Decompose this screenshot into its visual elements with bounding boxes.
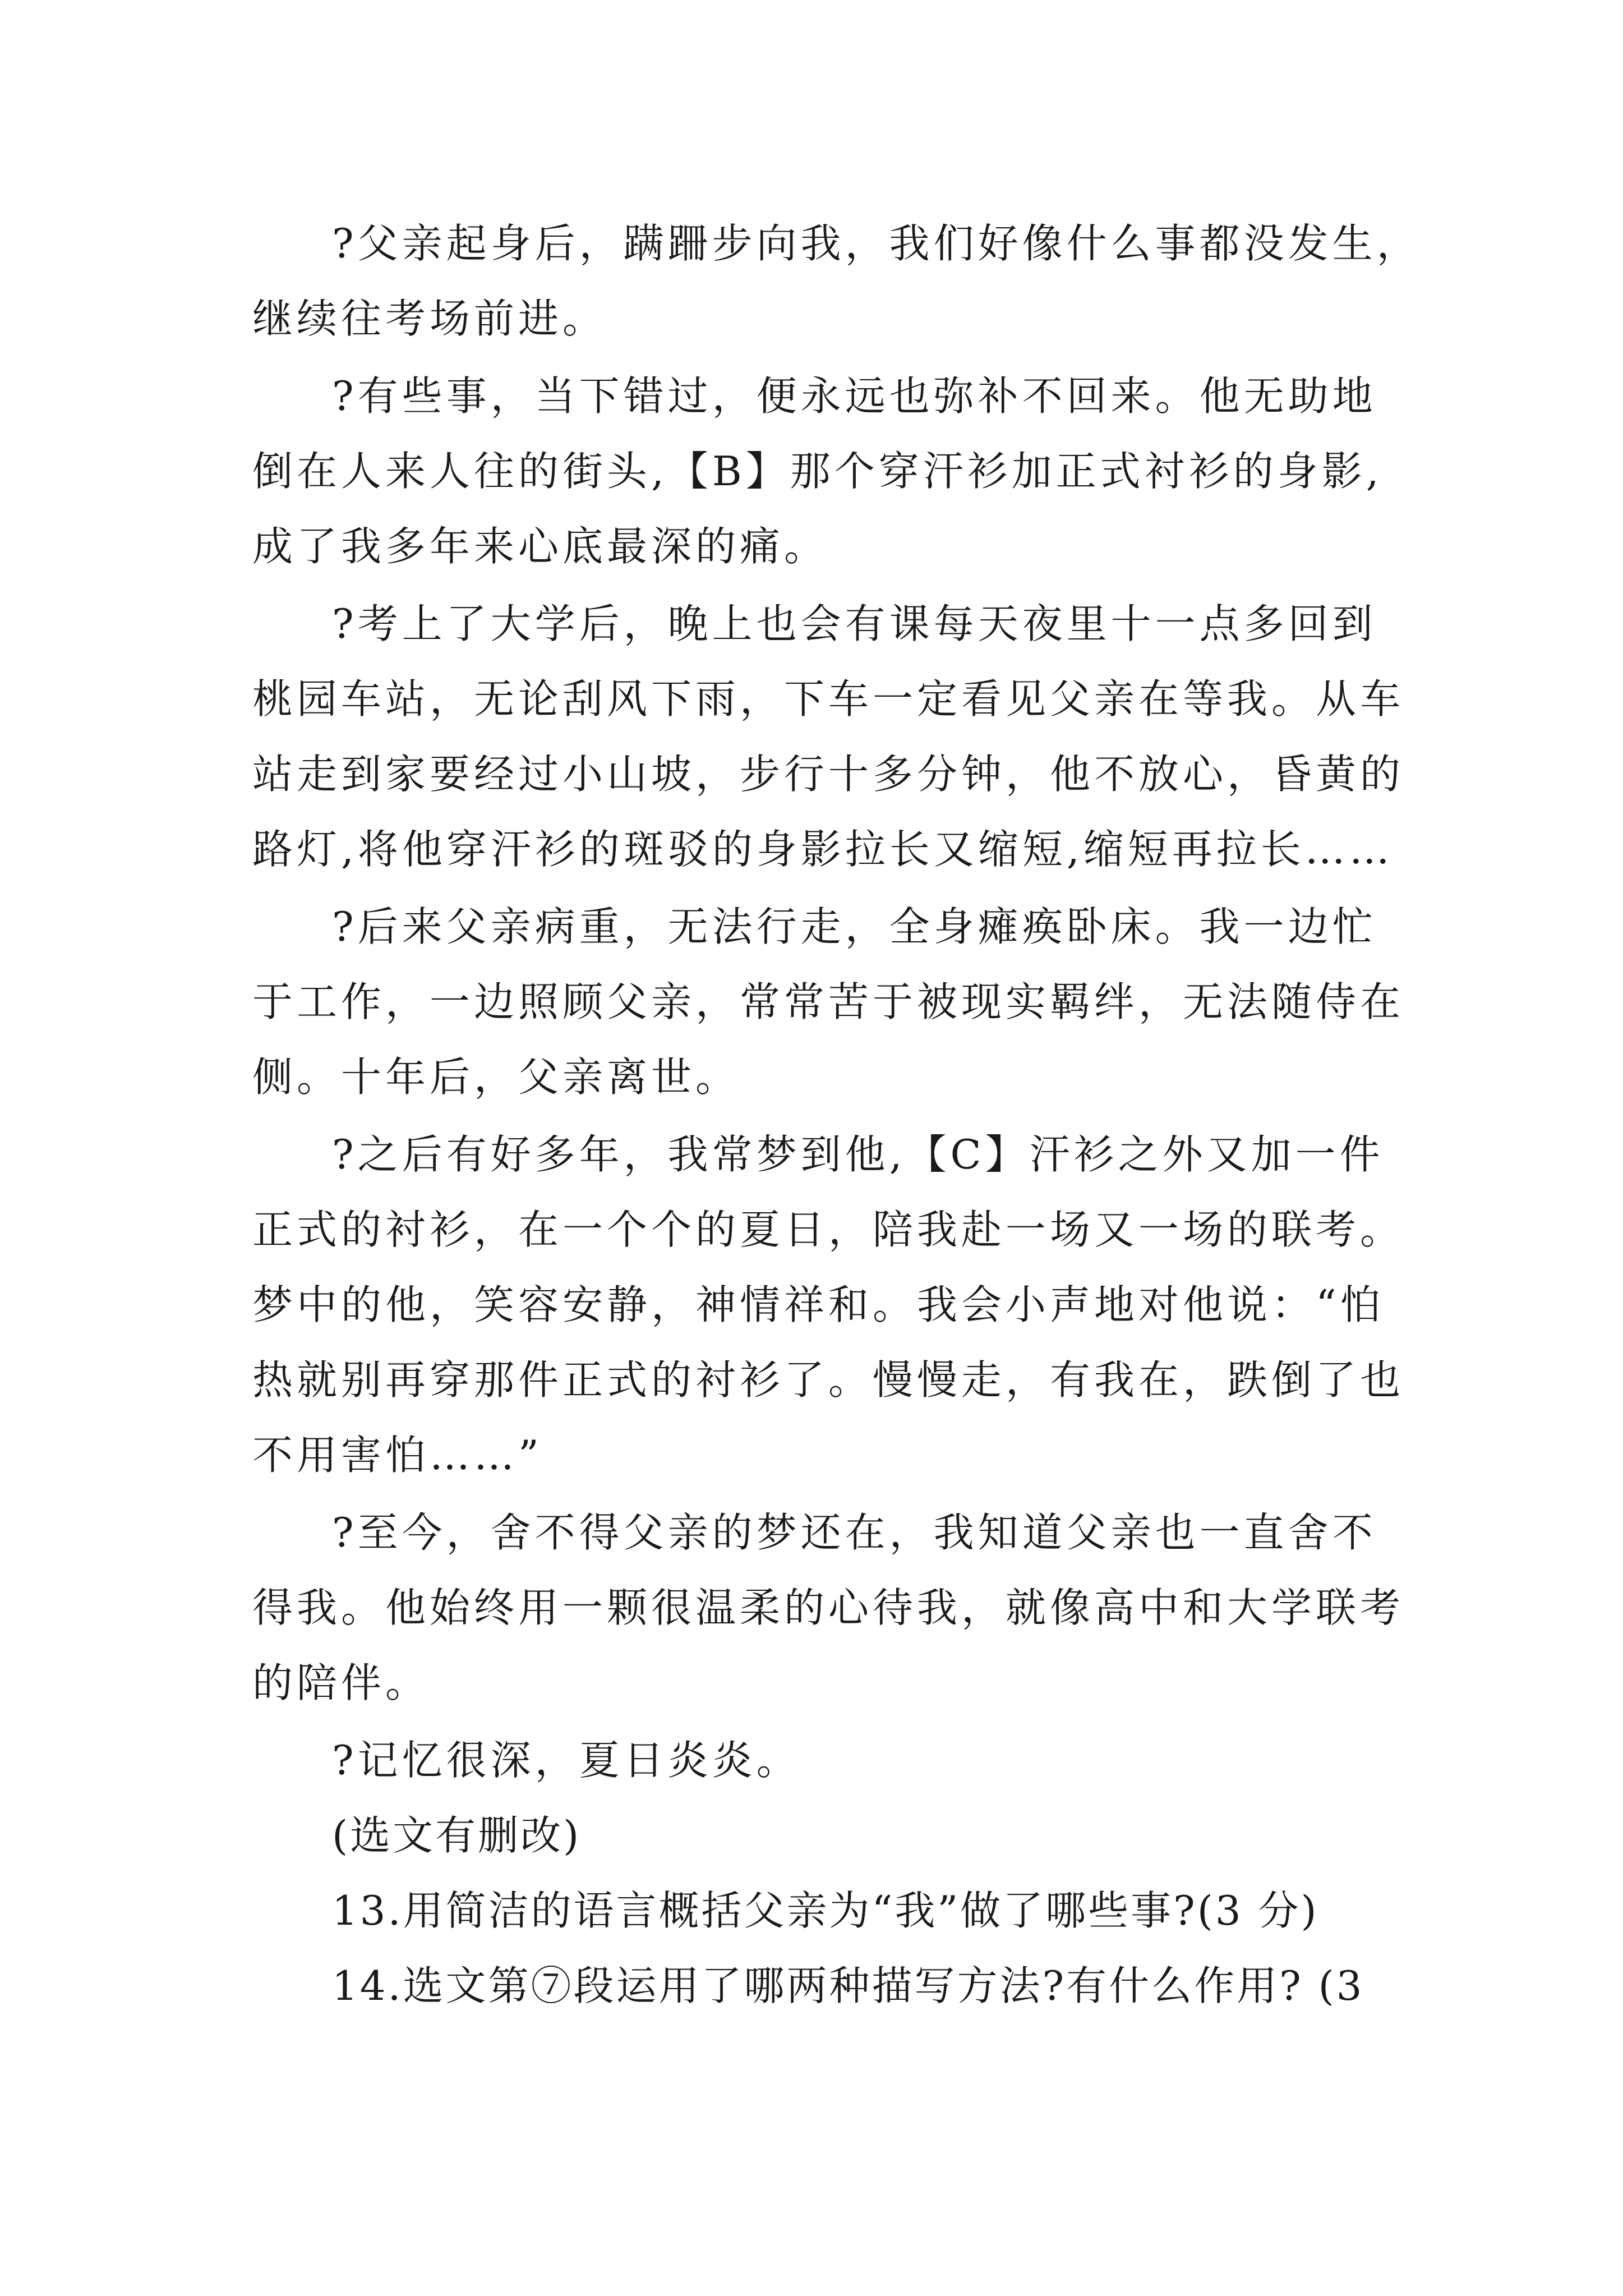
paragraph-4-line-3: 侧。十年后，父亲离世。 — [252, 1053, 740, 1101]
paragraph-3-line-1: ?考上了大学后，晚上也会有课每天夜里十一点多回到 — [332, 600, 1377, 647]
source-note: (选文有删改) — [332, 1812, 582, 1859]
paragraph-5-line-2: 正式的衬衫，在一个个的夏日，陪我赴一场又一场的联考。 — [252, 1206, 1405, 1253]
paragraph-6-line-2: 得我。他始终用一颗很温柔的心待我，就像高中和大学联考 — [252, 1584, 1405, 1631]
paragraph-7-line-1: ?记忆很深，夏日炎炎。 — [332, 1737, 801, 1784]
paragraph-3-line-4: 路灯,将他穿汗衫的斑驳的身影拉长又缩短,缩短再拉长…… — [252, 826, 1394, 873]
paragraph-1-line-1: ?父亲起身后，蹒跚步向我，我们好像什么事都没发生， — [332, 220, 1421, 267]
paragraph-6-line-1: ?至今，舍不得父亲的梦还在，我知道父亲也一直舍不 — [332, 1509, 1377, 1556]
paragraph-5-line-3: 梦中的他，笑容安静，神情祥和。我会小声地对他说：“怕 — [252, 1281, 1385, 1328]
paragraph-3-line-2: 桃园车站，无论刮风下雨，下车一定看见父亲在等我。从车 — [252, 675, 1405, 723]
paragraph-2-line-2: 倒在人来人往的街头,【B】那个穿汗衫加正式衬衫的身影, — [252, 448, 1383, 495]
question-14: 14.选文第⑦段运用了哪两种描写方法?有什么作用? (3 — [332, 1962, 1364, 2009]
paragraph-1-line-2: 继续往考场前进。 — [252, 295, 607, 342]
question-13: 13.用简洁的语言概括父亲为“我”做了哪些事?(3 分) — [332, 1887, 1319, 1934]
paragraph-3-line-3: 站走到家要经过小山坡，步行十多分钟，他不放心，昏黄的 — [252, 751, 1405, 798]
paragraph-6-line-3: 的陪伴。 — [252, 1659, 430, 1706]
paragraph-2-line-1: ?有些事，当下错过，便永远也弥补不回来。他无助地 — [332, 372, 1377, 420]
paragraph-5-line-1: ?之后有好多年，我常梦到他,【C】汗衫之外又加一件 — [332, 1131, 1384, 1178]
paragraph-5-line-4: 热就别再穿那件正式的衬衫了。慢慢走，有我在，跌倒了也 — [252, 1356, 1405, 1404]
paragraph-2-line-3: 成了我多年来心底最深的痛。 — [252, 523, 829, 570]
paragraph-5-line-5: 不用害怕……” — [252, 1432, 543, 1479]
paragraph-4-line-2: 于工作，一边照顾父亲，常常苦于被现实羁绊，无法随侍在 — [252, 978, 1405, 1025]
paragraph-4-line-1: ?后来父亲病重，无法行走，全身瘫痪卧床。我一边忙 — [332, 903, 1377, 950]
